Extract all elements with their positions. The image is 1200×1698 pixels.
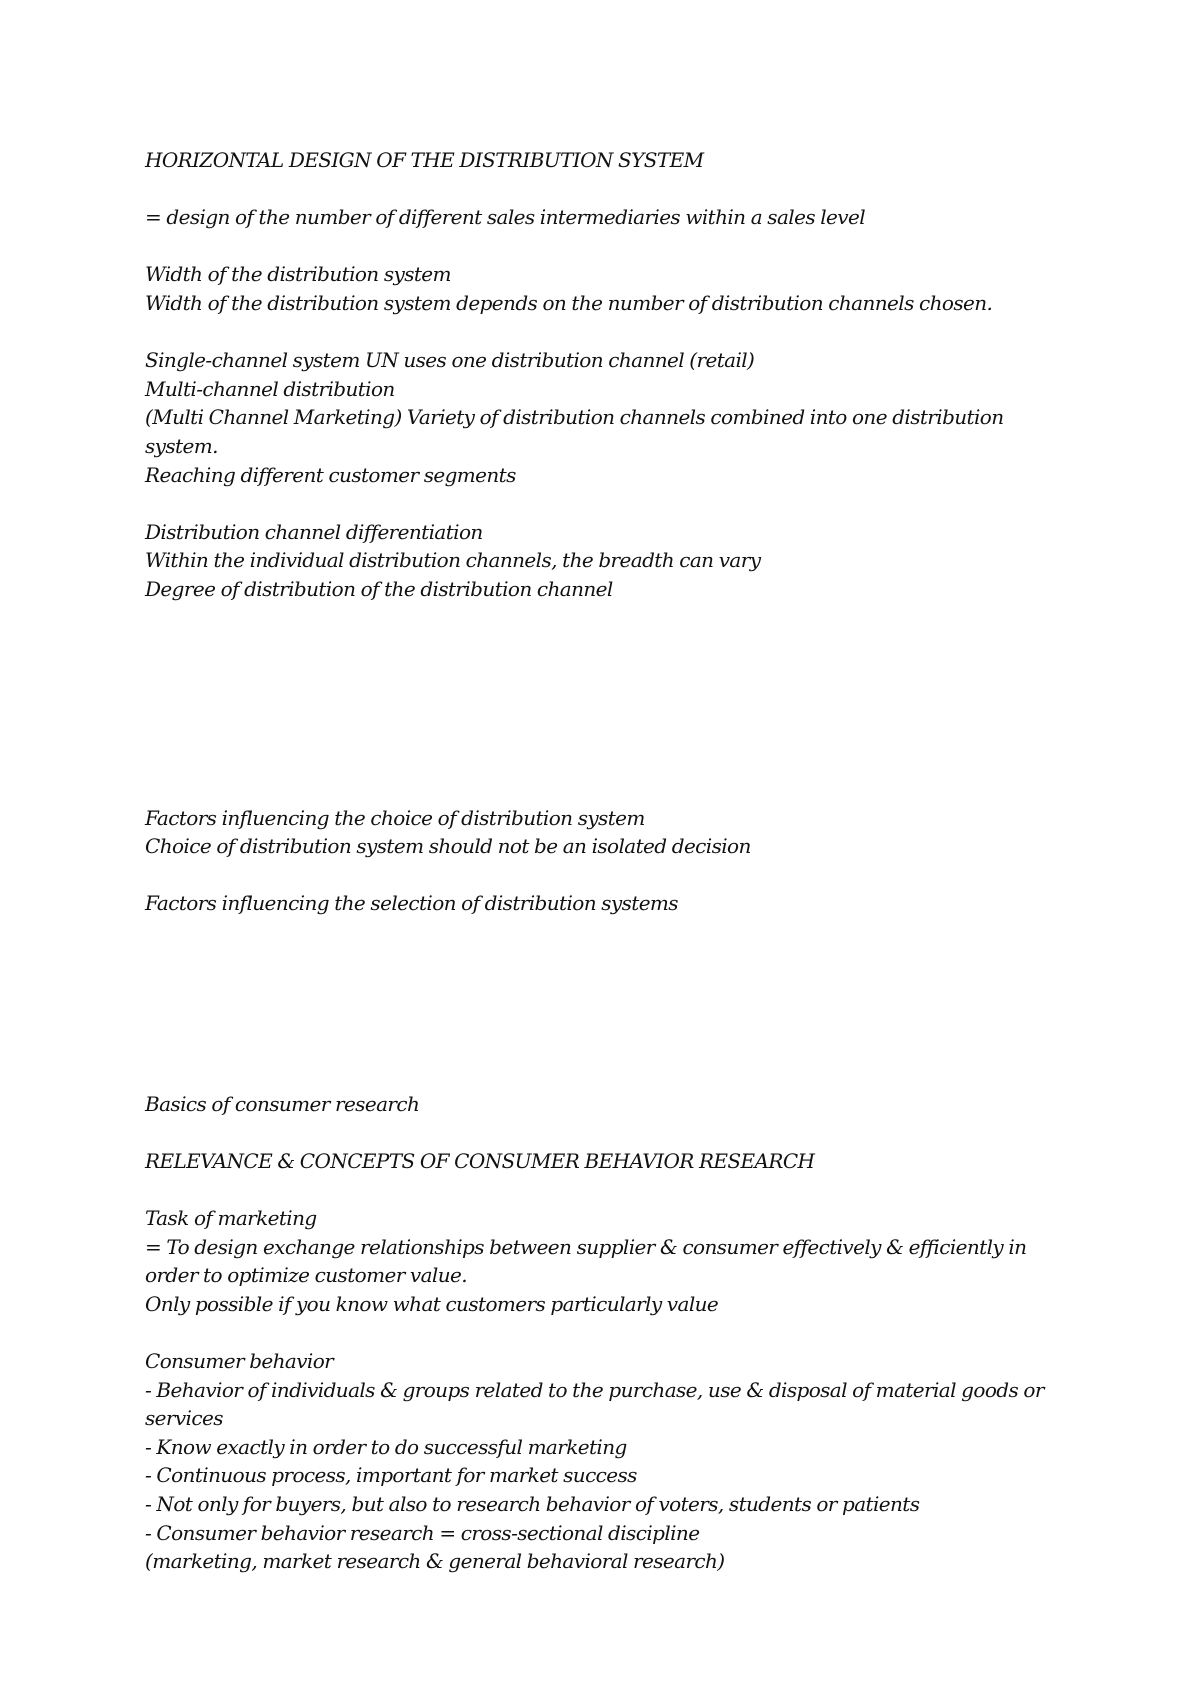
reaching-segments-text: Reaching different customer segments	[145, 462, 516, 487]
width-title: Width of the distribution system	[145, 262, 451, 287]
definition-text: = design of the number of different sales intermediaries within a sales level	[145, 205, 866, 230]
behavior-note: (marketing, market research & general behavioral research)	[145, 1549, 725, 1574]
behavior-item: - Know exactly in order to do successful marketing	[145, 1434, 627, 1459]
task-text: = To design exchange relationships between supplier & consumer effectively & efficiently in order to optimize customer value.	[145, 1234, 1027, 1288]
basics-consumer-research: Basics of consumer research	[145, 1091, 420, 1116]
task-title: Task of marketing	[145, 1206, 317, 1231]
behavior-item: - Continuous process, important for market success	[145, 1463, 637, 1488]
behavior-item: - Consumer behavior research = cross-sectional discipline	[145, 1520, 700, 1545]
multi-channel-text: (Multi Channel Marketing) Variety of distribution channels combined into one distribution system.	[145, 405, 1004, 458]
multi-channel-title: Multi-channel distribution	[145, 376, 395, 401]
differentiation-text-breadth: Within the individual distribution channels, the breadth can vary	[145, 548, 761, 573]
section-heading-horizontal-design: HORIZONTAL DESIGN OF THE DISTRIBUTION SYSTEM	[145, 148, 704, 172]
section-heading-consumer-behavior: RELEVANCE & CONCEPTS OF CONSUMER BEHAVIOR RESEARCH	[145, 1148, 815, 1173]
task-text-value: Only possible if you know what customers particularly value	[145, 1291, 719, 1316]
width-text: Width of the distribution system depends on the number of distribution channels chosen.	[145, 290, 993, 315]
document-body	[145, 146, 1080, 1576]
single-channel-text: Single-channel system UN uses one distribution channel (retail)	[145, 348, 755, 373]
behavior-item: - Not only for buyers, but also to research behavior of voters, students or patients	[145, 1491, 920, 1516]
factors-text: Choice of distribution system should not be an isolated decision	[145, 834, 751, 859]
differentiation-title: Distribution channel differentiation	[145, 519, 483, 544]
factors-title: Factors influencing the choice of distribution system	[145, 805, 645, 830]
behavior-item: - Behavior of individuals & groups related to the purchase, use & disposal of material goods or services	[145, 1377, 1044, 1431]
differentiation-text-degree: Degree of distribution of the distribution channel	[145, 576, 613, 601]
consumer-behavior-title: Consumer behavior	[145, 1349, 334, 1373]
factors-selection-text: Factors influencing the selection of distribution systems	[145, 891, 678, 916]
